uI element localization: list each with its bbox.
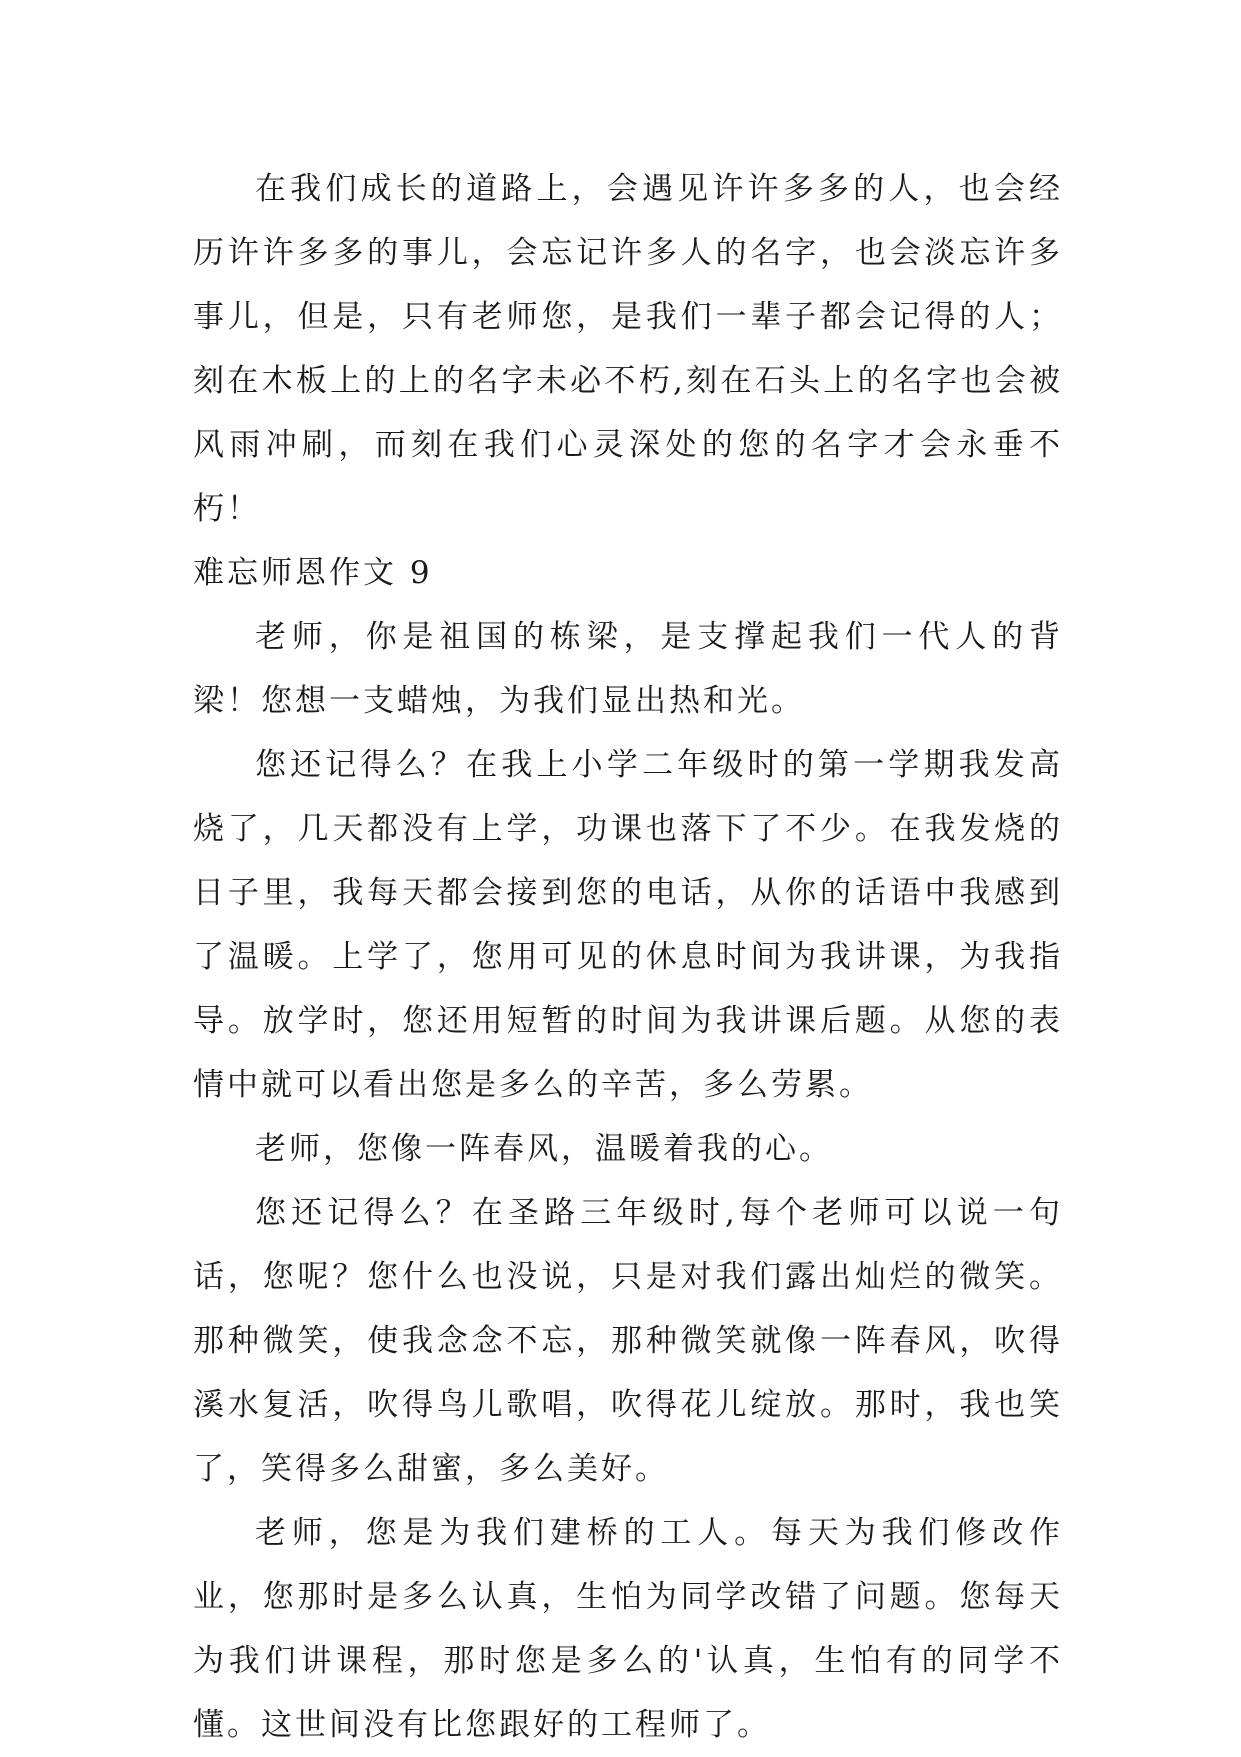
paragraph: 老师，你是祖国的栋梁，是支撑起我们一代人的背梁！您想一支蜡烛，为我们显出热和光。 [193, 619, 1063, 719]
document-body [193, 157, 1063, 1757]
paragraph: 老师，您像一阵春风，温暖着我的心。 [255, 1131, 833, 1167]
paragraph: 老师，您是为我们建桥的工人。每天为我们修改作业，您那时是多么认真，生怕为同学改错了问题。您每天为我们讲课程，那时您是多么的'认真，生怕有的同学不懂。这世间没有比您跟好的工程师了。 [193, 1515, 1063, 1743]
paragraph: 您还记得么？在我上小学二年级时的第一学期我发高烧了，几天都没有上学，功课也落下了不少。在我发烧的日子里，我每天都会接到您的电话，从你的话语中我感到了温暖。上学了，您用可见的休息时间为我讲课，为我指导。放学时，您还用短暂的时间为我讲课后题。从您的表情中就可以看出您是多么的辛苦，多么劳累。 [193, 747, 1063, 1103]
section-heading: 难忘师恩作文 9 [193, 555, 433, 591]
paragraph: 您还记得么？在圣路三年级时,每个老师可以说一句话，您呢？您什么也没说，只是对我们露出灿烂的微笑。那种微笑，使我念念不忘，那种微笑就像一阵春风，吹得溪水复活，吹得鸟儿歌唱，吹得花儿绽放。那时，我也笑了，笑得多么甜蜜，多么美好。 [193, 1195, 1063, 1487]
paragraph: 在我们成长的道路上，会遇见许许多多的人，也会经历许许多多的事儿，会忘记许多人的名字，也会淡忘许多事儿，但是，只有老师您，是我们一辈子都会记得的人；刻在木板上的上的名字未必不朽,刻在石头上的名字也会被风雨冲刷，而刻在我们心灵深处的您的名字才会永垂不朽！ [193, 171, 1063, 527]
